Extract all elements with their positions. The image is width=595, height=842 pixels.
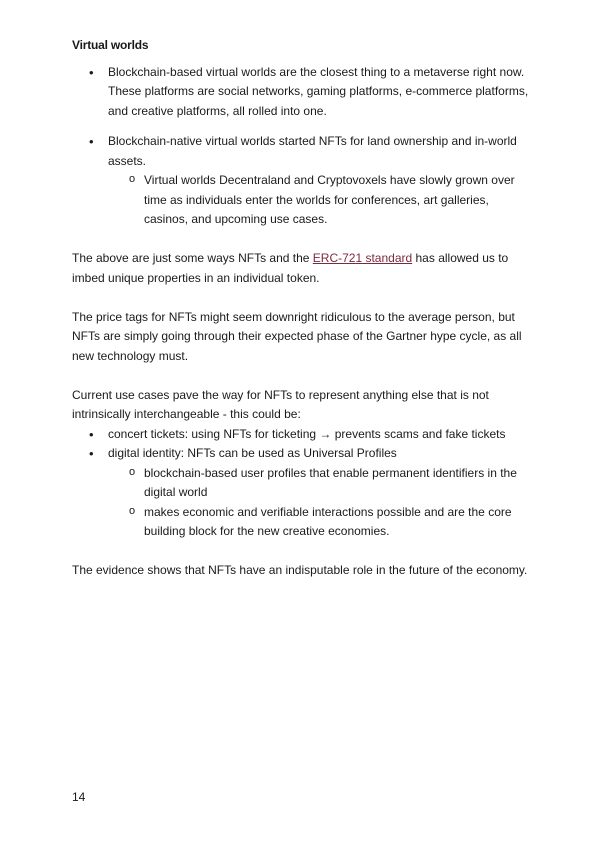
paragraph-price-tags: The price tags for NFTs might seem downright ridiculous to the average person, but NFTs are simply going through their expected phase of the Gartner hype cycle, as all new technology must. bbox=[72, 309, 522, 363]
list-item: • Blockchain-based virtual worlds are the closest thing to a metaverse right now. These platforms are social networks, gaming platforms, e-commerce platforms, and creative platforms, all rolled into one. bbox=[72, 63, 532, 122]
section-heading: Virtual worlds bbox=[72, 38, 149, 52]
page-number: 14 bbox=[72, 790, 86, 804]
sub-list-item: o makes economic and verifiable interactions possible and are the core building block for the new creative economies. bbox=[72, 503, 532, 542]
list-item: • concert tickets: using NFTs for ticketing → prevents scams and fake tickets bbox=[72, 425, 532, 445]
erc721-link[interactable]: ERC-721 standard bbox=[312, 251, 413, 265]
sub-list-item: o blockchain-based user profiles that enable permanent identifiers in the digital world bbox=[72, 464, 532, 503]
paragraph-text: has allowed us to imbed unique properties in an individual token. bbox=[72, 251, 509, 285]
page-body bbox=[72, 36, 532, 581]
sub-list-item: o Virtual worlds Decentraland and Cryptovoxels have slowly grown over time as individuals enter the worlds for conferences, art galleries, casinos, and upcoming use cases. bbox=[72, 171, 532, 230]
paragraph-evidence: The evidence shows that NFTs have an indisputable role in the future of the economy. bbox=[72, 563, 528, 577]
list-item: • digital identity: NFTs can be used as Universal Profiles bbox=[72, 444, 532, 464]
virtual-worlds-list bbox=[72, 63, 532, 230]
paragraph-text: The above are just some ways NFTs and the bbox=[72, 251, 313, 265]
list-item: • Blockchain-native virtual worlds started NFTs for land ownership and in-world assets. bbox=[72, 132, 532, 171]
use-cases-list bbox=[72, 425, 532, 542]
paragraph-erc721 bbox=[72, 249, 532, 288]
paragraph-use-cases: Current use cases pave the way for NFTs to represent anything else that is not intrinsically interchangeable - this could be: bbox=[72, 387, 489, 421]
